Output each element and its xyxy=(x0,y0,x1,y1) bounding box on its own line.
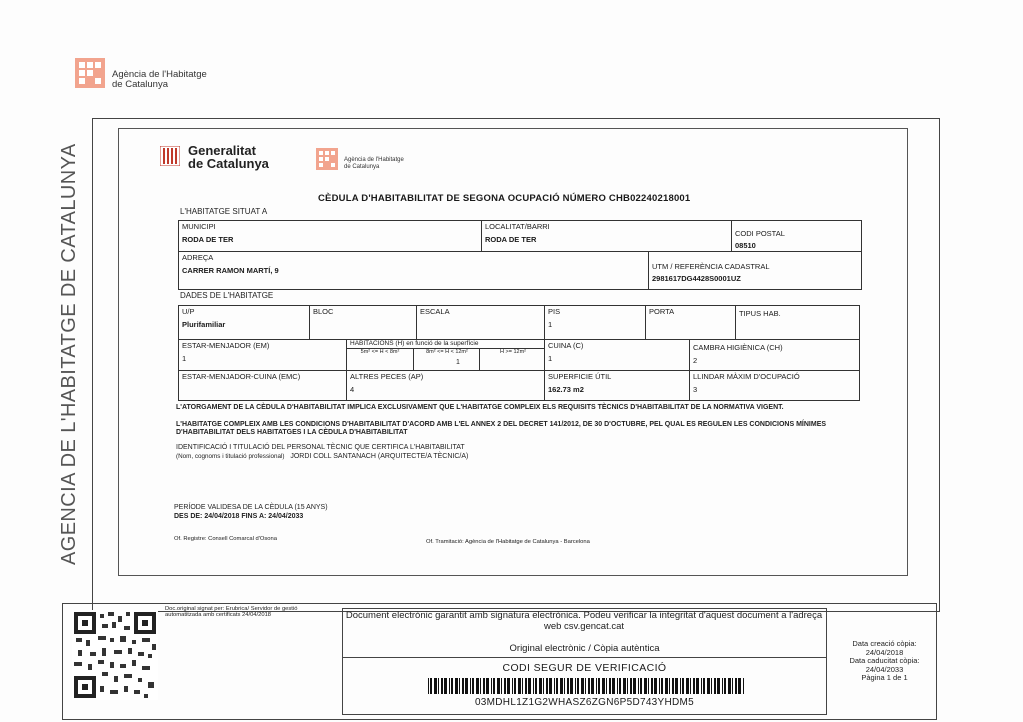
date-expiry-label: Data caducitat còpia: xyxy=(849,656,920,665)
pis-cell xyxy=(544,305,645,339)
utm-label: UTM / REFERÈNCIA CADASTRAL xyxy=(652,262,770,271)
hab-col2 xyxy=(413,348,480,370)
bloc-label: BLOC xyxy=(313,307,334,316)
registre-office: Of. Registre: Consell Comarcal d'Osona xyxy=(174,536,277,542)
emc-label: ESTAR-MENJADOR-CUINA (EMC) xyxy=(182,372,301,381)
date-expiry-value: 24/04/2033 xyxy=(865,664,904,674)
localitat-label: LOCALITAT/BARRI xyxy=(485,222,550,231)
municipi-value: RODA DE TER xyxy=(182,235,234,244)
csv-notice: Document electrònic garantit amb signatura electrònica. Podeu verificar la integritat d'aquest document a l'adreça web csv.gencat.cat xyxy=(345,610,823,632)
altres-peces-label: ALTRES PECES (AP) xyxy=(350,372,424,381)
agency-logo-small-icon xyxy=(316,148,338,170)
tramitacio-office: Of. Tramitació: Agència de l'Habitatge de Catalunya - Barcelona xyxy=(426,539,590,545)
page-number: Pàgina 1 de 1 xyxy=(861,673,908,682)
periode-label: PERÍODE VALIDESA DE LA CÈDULA (15 ANYS) xyxy=(174,504,328,511)
cuina-label: CUINA (C) xyxy=(548,341,584,350)
generalitat-line2: de Catalunya xyxy=(188,156,269,171)
llindar-label: LLINDAR MÀXIM D'OCUPACIÓ xyxy=(693,372,800,381)
section-dades-heading: DADES DE L'HABITATGE xyxy=(180,291,274,300)
date-created-value: 24/04/2018 xyxy=(865,647,904,657)
codi-postal-label: CODI POSTAL xyxy=(735,229,785,238)
superficie-value: 162.73 m2 xyxy=(548,385,584,394)
agency-name-line1: Agència de l'Habitatge xyxy=(112,69,207,80)
porta-label: PORTA xyxy=(649,307,675,316)
paragraph-condicions: L'HABITATGE COMPLEIX AMB LES CONDICIONS D'HABITABILITAT D'ACORD AMB L'EL ANNEX 2 DEL DECRET 141/2012, DE 30 D'OCTUBRE, PEL QUAL ES REGULEN LES CONDICIONS MÍNIMES D'HABITABILITAT DELS HABITATGES I LA CÈDULA D'HABITABILITAT xyxy=(176,421,827,436)
up-label: U/P xyxy=(182,307,195,316)
agency-logo-icon xyxy=(75,58,105,88)
hab-col1 xyxy=(347,348,413,370)
municipi-label: MUNICIPI xyxy=(182,222,216,231)
llindar-value: 3 xyxy=(693,385,698,394)
localitat-cell xyxy=(481,220,731,251)
utm-cell xyxy=(648,251,862,290)
tecnic-line xyxy=(176,453,468,461)
hab-col3-value: 1 xyxy=(456,359,460,366)
dwelling-data-table xyxy=(178,305,860,401)
bloc-cell xyxy=(309,305,416,339)
adreca-label: ADREÇA xyxy=(182,253,214,262)
tipus-hab-cell xyxy=(735,305,860,339)
section-location-heading: L'HABITATGE SITUAT A xyxy=(180,207,268,216)
emc-cell xyxy=(178,370,346,401)
tecnic-title: IDENTIFICACIÓ I TITULACIÓ DEL PERSONAL TÈCNIC QUE CERTIFICA L'HABITABILITAT xyxy=(176,444,465,451)
altres-peces-cell xyxy=(346,370,544,401)
generalitat-name xyxy=(188,144,269,170)
original-copy-label: Original electrònic / Còpia autèntica xyxy=(509,643,660,654)
date-created-label: Data creació còpia: xyxy=(852,639,917,648)
escala-cell xyxy=(416,305,544,339)
agency-name xyxy=(112,70,207,90)
localitat-value: RODA DE TER xyxy=(485,235,537,244)
csv-code: 03MDHL1Z1G2WHASZ6ZGN6P5D743YHDM5 xyxy=(474,697,695,708)
codi-postal-value: 08510 xyxy=(735,241,756,250)
em-value: 1 xyxy=(182,354,187,363)
hab-col1-label: 5m² <= H < 8m² xyxy=(360,349,400,355)
habitacions-cell xyxy=(346,339,544,370)
escala-label: ESCALA xyxy=(420,307,450,316)
generalitat-logo-icon xyxy=(160,146,180,166)
certificate-title: CÈDULA D'HABITABILITAT DE SEGONA OCUPACIÓ NÚMERO CHB02240218001 xyxy=(318,193,691,204)
cambra-higienica-label: CAMBRA HIGIÈNICA (CH) xyxy=(693,343,783,352)
pis-value: 1 xyxy=(548,320,553,329)
up-cell xyxy=(178,305,309,339)
agency-name-small xyxy=(344,157,404,170)
llindar-cell xyxy=(689,370,860,401)
paragraph-atorgament: L'ATORGAMENT DE LA CÈDULA D'HABITABILITAT IMPLICA EXCLUSIVAMENT QUE L'HABITATGE COMPLEIX ELS REQUISITS TÈCNICS D'HABITABILITAT DE LA NORMATIVA VIGENT. xyxy=(176,404,784,411)
hab-col2-label: 8m² <= H < 12m² xyxy=(426,349,468,355)
cambra-higienica-value: 2 xyxy=(693,356,698,365)
superficie-label: SUPERFICIE ÚTIL xyxy=(548,372,612,381)
altres-peces-value: 4 xyxy=(350,385,355,394)
tecnic-value: JORDI COLL SANTANACH (ARQUITECTE/A TÈCNIC/A) xyxy=(290,453,469,460)
generalitat-line1: Generalitat xyxy=(188,143,256,158)
em-label: ESTAR-MENJADOR (EM) xyxy=(182,341,270,350)
hab-col3 xyxy=(456,348,544,370)
cambra-higienica-cell xyxy=(689,339,860,370)
em-cell xyxy=(178,339,346,370)
utm-value: 2981617DG4428S0001UZ xyxy=(652,274,741,283)
up-value: Plurifamiliar xyxy=(182,320,226,329)
agency-name-line2: de Catalunya xyxy=(112,79,168,90)
periode-value: DES DE: 24/04/2018 FINS A: 24/04/2033 xyxy=(174,513,304,520)
adreca-value: CARRER RAMON MARTÍ, 9 xyxy=(182,266,279,275)
municipi-cell xyxy=(178,220,481,251)
signed-by-text: Doc.original signat per: Erubrica/ Servidor de gestió automatitzada amb certificats 24/04/2018 xyxy=(165,606,298,619)
cuina-value: 1 xyxy=(548,354,553,363)
csv-title: CODI SEGUR DE VERIFICACIÓ xyxy=(502,662,667,674)
qr-code-icon xyxy=(72,610,158,700)
agency-name-small-line1: Agència de l'Habitatge xyxy=(344,157,404,163)
tecnic-label: (Nom, cognoms i titulació professional) xyxy=(176,453,285,460)
adreca-cell xyxy=(178,251,648,290)
location-table xyxy=(178,220,862,290)
habitacions-label: HABITACIONS (H) en funció de la superfície xyxy=(350,340,479,347)
codi-postal-cell xyxy=(731,220,862,251)
hab-col3-label: H >= 12m² xyxy=(500,349,526,355)
vertical-agency-text: AGENCIA DE L'HABITATGE DE CATALUNYA xyxy=(58,143,80,565)
copy-dates xyxy=(832,640,937,683)
barcode-icon xyxy=(428,678,744,694)
superficie-cell xyxy=(544,370,689,401)
porta-cell xyxy=(645,305,735,339)
verification-divider xyxy=(342,657,827,658)
tipus-hab-label: TIPUS HAB. xyxy=(739,309,781,318)
pis-label: PIS xyxy=(548,307,561,316)
agency-name-small-line2: de Catalunya xyxy=(344,163,380,170)
cuina-cell xyxy=(544,339,689,370)
